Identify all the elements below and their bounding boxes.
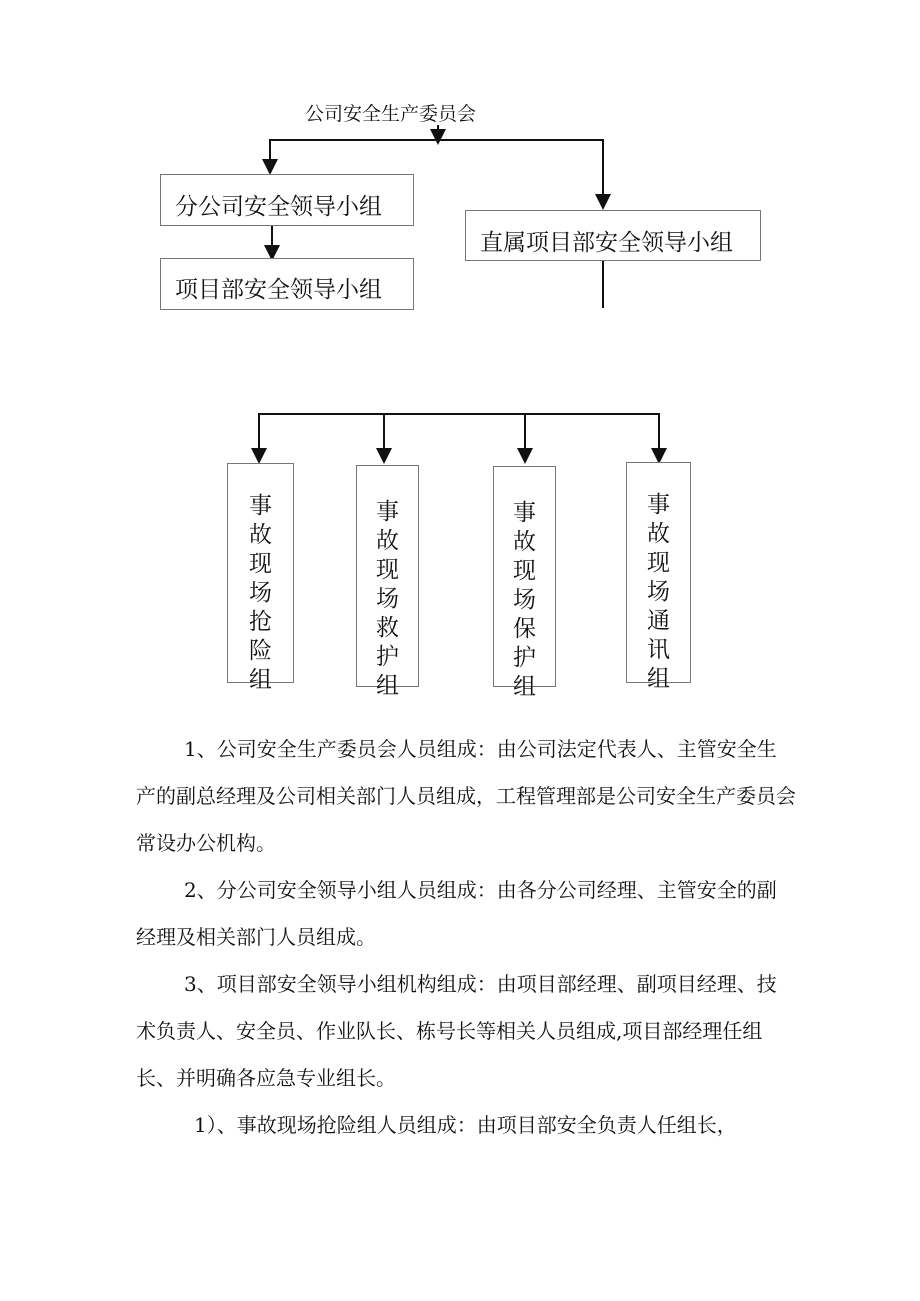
medical-group-label: 事故现场救护组 [375,499,399,699]
body-text [136,726,796,1149]
paragraph-1: 1、公司安全生产委员会人员组成：由公司法定代表人、主管安全生产的副总经理及公司相关部门人员组成，工程管理部是公司安全生产委员会常设办公机构。 [136,737,796,855]
communication-group-label: 事故现场通讯组 [646,492,670,692]
safety-committee-label: 公司安全生产委员会 [305,103,477,125]
protection-group-label: 事故现场保护组 [512,500,536,700]
project-dept-label: 项目部安全领导小组 [175,277,382,303]
branch-company-label: 分公司安全领导小组 [175,194,382,220]
rescue-group-label: 事故现场抢险组 [248,493,272,693]
rescue-group-box [227,463,294,693]
communication-group-box [626,462,691,692]
chart2-connectors [259,414,659,458]
medical-group-box [356,465,419,699]
protection-group-box [493,466,556,700]
paragraph-4: 1）、事故现场抢险组人员组成：由项目部安全负责人任组长， [194,1113,737,1137]
project-dept-box [160,258,414,310]
paragraph-2: 2、分公司安全领导小组人员组成：由各分公司经理、主管安全的副经理及相关部门人员组成。 [136,878,777,949]
direct-project-box [465,210,761,261]
direct-project-label: 直属项目部安全领导小组 [480,230,733,256]
paragraph-3: 3、项目部安全领导小组机构组成：由项目部经理、副项目经理、技术负责人、安全员、作业队长、栋号长等相关人员组成,项目部经理任组长、并明确各应急专业组长。 [136,972,777,1090]
branch-company-box [160,174,414,226]
